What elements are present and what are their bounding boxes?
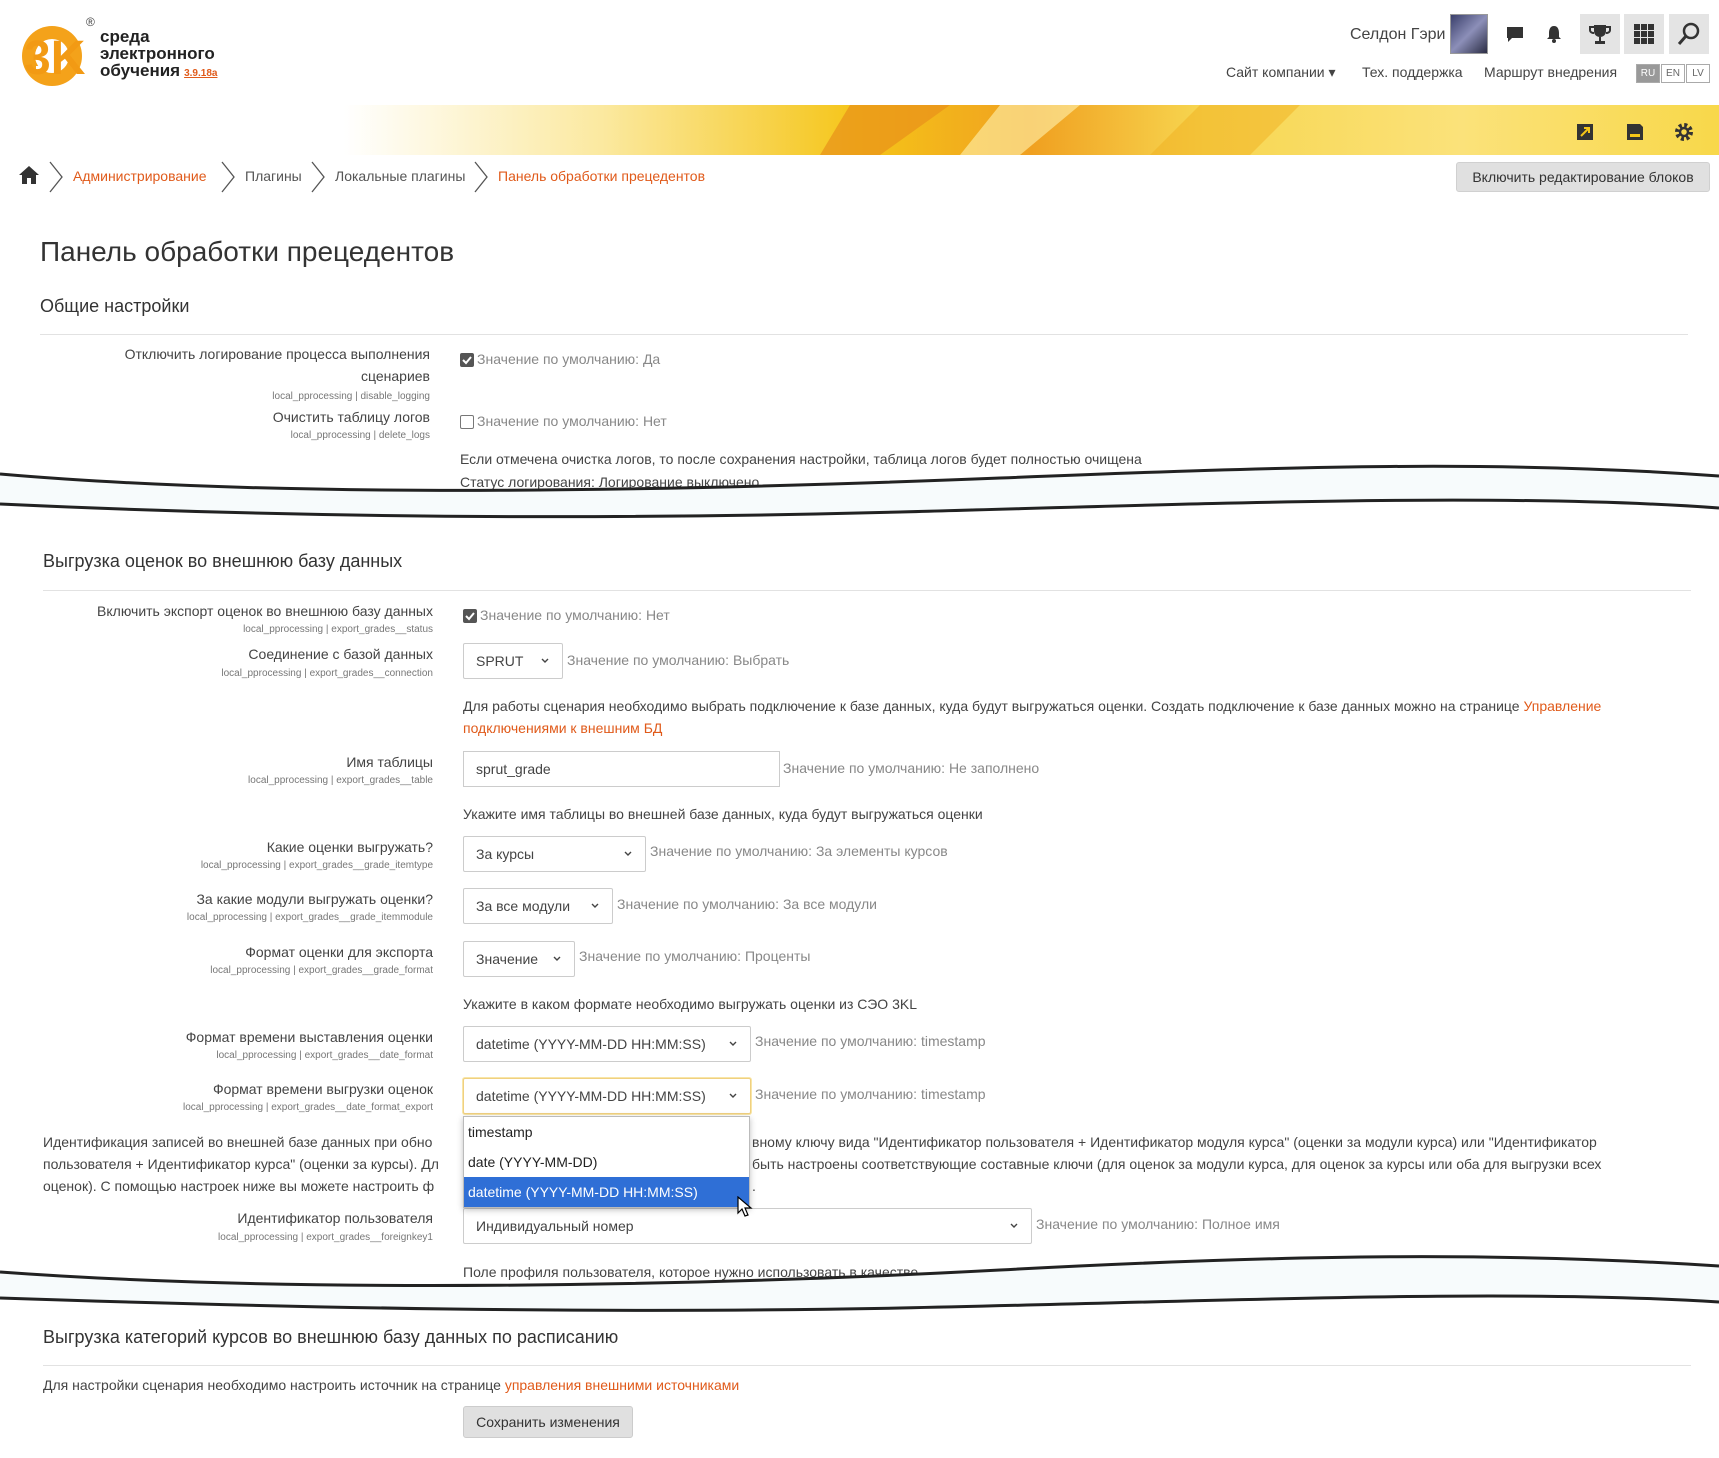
bell-icon[interactable] <box>1534 14 1574 54</box>
breadcrumb-current[interactable]: Панель обработки прецедентов <box>498 168 706 184</box>
foreignkey1-select[interactable]: Индивидуальный номер <box>463 1208 1032 1244</box>
date-format-select[interactable]: datetime (YYYY-MM-DD HH:MM:SS) <box>463 1026 751 1062</box>
external-sources-link[interactable]: управления внешними источниками <box>504 1377 740 1393</box>
export-status-label: Включить экспорт оценок во внешнюю базу данных <box>97 603 433 619</box>
breadcrumb-plugins[interactable]: Плагины <box>245 168 302 184</box>
section-divider <box>43 1365 1691 1366</box>
connection-description: Для работы сценария необходимо выбрать подключение к базе данных, куда будут выгружаться оценки. Создать подключение к базе данных можно на странице Управление подключениями к внешним БД <box>463 698 1602 736</box>
logo-line-1: среда <box>100 27 150 46</box>
export-status-default: Значение по умолчанию: Нет <box>480 607 670 623</box>
identification-desc-line-3b: . <box>752 1178 756 1194</box>
delete-logs-description: Если отмечена очистка логов, то после сохранения настройки, таблица логов будет полностью очищена <box>460 451 1142 467</box>
table-default: Значение по умолчанию: Не заполнено <box>783 760 1040 776</box>
gear-icon[interactable] <box>1672 120 1696 144</box>
foreignkey1-default: Значение по умолчанию: Полное имя <box>1036 1216 1280 1232</box>
breadcrumb-separator <box>472 160 490 194</box>
date-format-default: Значение по умолчанию: timestamp <box>755 1033 986 1049</box>
section-divider <box>40 334 1688 335</box>
disable-logging-default: Значение по умолчанию: Да <box>477 351 661 367</box>
chat-icon[interactable] <box>1495 14 1535 54</box>
save-changes-button[interactable]: Сохранить изменения <box>463 1406 633 1438</box>
connections-link[interactable]: Управление подключениями к внешним БД <box>463 698 1602 736</box>
date-format-export-key: local_pprocessing | export_grades__date_format_export <box>183 1102 433 1113</box>
grade-format-label: Формат оценки для экспорта <box>245 944 433 960</box>
lang-ru[interactable]: RU <box>1636 64 1660 83</box>
logo-mark-text: 3K <box>24 32 86 85</box>
identification-desc-line-1a: Идентификация записей во внешней базе данных при обно <box>43 1134 433 1150</box>
itemmodule-default: Значение по умолчанию: За все модули <box>617 896 877 912</box>
disable-logging-label: Отключить логирование процесса выполнения сценариев <box>124 346 430 384</box>
checkmark-icon <box>465 611 475 621</box>
route-link[interactable]: Маршрут внедрения <box>1484 64 1618 80</box>
torn-edge-divider <box>0 460 1719 530</box>
breadcrumb-separator <box>309 160 327 194</box>
lang-lv[interactable]: LV <box>1686 64 1710 83</box>
delete-logs-default: Значение по умолчанию: Нет <box>477 413 667 429</box>
chevron-down-icon <box>1009 1221 1019 1231</box>
support-link[interactable]: Тех. поддержка <box>1362 64 1463 80</box>
user-name[interactable]: Селдон Гэри <box>1350 26 1446 43</box>
grade-format-select[interactable]: Значение <box>463 941 575 977</box>
apps-grid-icon[interactable] <box>1624 14 1664 54</box>
checkmark-icon <box>462 355 472 365</box>
chevron-down-icon <box>623 849 633 859</box>
export-status-key: local_pprocessing | export_grades__status <box>243 624 433 635</box>
identification-desc-line-2b: быть настроены соответствующие составные ключи (для оценок за модули курса, для оценок за курсы или оба для выгрузки всех <box>752 1156 1602 1172</box>
disable-logging-key: local_pprocessing | disable_logging <box>272 391 430 402</box>
delete-logs-label: Очистить таблицу логов <box>272 409 430 425</box>
table-name-input[interactable]: sprut_grade <box>463 751 780 787</box>
logo-mark[interactable] <box>18 12 96 92</box>
connection-label: Соединение с базой данных <box>248 646 433 662</box>
categories-description: Для настройки сценария необходимо настроить источник на странице управления внешними источниками <box>43 1377 740 1393</box>
svg-text:®: ® <box>86 15 95 29</box>
dropdown-option[interactable]: date (YYYY-MM-DD) <box>468 1154 598 1170</box>
dropdown-option[interactable]: timestamp <box>468 1124 533 1140</box>
page-title: Панель обработки прецедентов <box>40 236 455 267</box>
itemmodule-select[interactable]: За все модули <box>463 888 613 924</box>
date-format-export-default: Значение по умолчанию: timestamp <box>755 1086 986 1102</box>
delete-logs-key: local_pprocessing | delete_logs <box>290 430 430 441</box>
itemmodule-key: local_pprocessing | export_grades__grade_itemmodule <box>186 912 433 923</box>
itemtype-select[interactable]: За курсы <box>463 836 646 872</box>
connection-key: local_pprocessing | export_grades__connection <box>221 668 433 679</box>
dropdown-option-selected[interactable]: datetime (YYYY-MM-DD HH:MM:SS) <box>464 1177 749 1207</box>
logo-version[interactable]: 3.9.18a <box>184 68 218 79</box>
export-status-checkbox[interactable] <box>463 609 477 623</box>
grade-format-default: Значение по умолчанию: Проценты <box>579 948 811 964</box>
breadcrumb-separator <box>47 160 65 194</box>
lang-en[interactable]: EN <box>1661 64 1685 83</box>
section-title-export: Выгрузка оценок во внешнюю базу данных <box>43 551 403 571</box>
date-format-export-select[interactable]: datetime (YYYY-MM-DD HH:MM:SS) <box>463 1078 751 1114</box>
identification-desc-line-2a: пользователя + Идентификатор курса" (оценки за курсы). Дл <box>43 1156 439 1172</box>
foreignkey1-label: Идентификатор пользователя <box>237 1210 433 1226</box>
table-label: Имя таблицы <box>346 754 433 770</box>
connection-select[interactable]: SPRUT <box>463 643 563 679</box>
date-format-export-dropdown[interactable] <box>463 1116 750 1208</box>
edit-blocks-button[interactable]: Включить редактирование блоков <box>1456 162 1710 192</box>
connection-default: Значение по умолчанию: Выбрать <box>567 652 790 668</box>
breadcrumb-local-plugins[interactable]: Локальные плагины <box>335 168 466 184</box>
header-banner <box>0 105 1719 155</box>
save-page-icon[interactable] <box>1623 120 1647 144</box>
section-title-categories: Выгрузка категорий курсов во внешнюю базу данных по расписанию <box>43 1327 619 1347</box>
itemtype-key: local_pprocessing | export_grades__grade_itemtype <box>200 860 433 871</box>
itemtype-default: Значение по умолчанию: За элементы курсов <box>650 843 948 859</box>
disable-logging-checkbox[interactable] <box>460 353 474 367</box>
date-format-export-label: Формат времени выгрузки оценок <box>212 1081 433 1097</box>
company-site-menu[interactable]: Сайт компании ▾ <box>1226 64 1336 80</box>
chevron-down-icon <box>728 1039 738 1049</box>
breadcrumb-admin[interactable]: Администрирование <box>73 168 207 184</box>
grade-format-key: local_pprocessing | export_grades__grade_format <box>210 965 433 976</box>
search-icon[interactable] <box>1669 14 1709 54</box>
table-description: Укажите имя таблицы во внешней базе данных, куда будут выгружаться оценки <box>463 806 983 822</box>
avatar[interactable] <box>1450 14 1488 54</box>
table-key: local_pprocessing | export_grades__table <box>248 775 433 786</box>
trophy-icon[interactable] <box>1580 14 1620 54</box>
foreignkey1-key: local_pprocessing | export_grades__foreignkey1 <box>218 1232 433 1243</box>
mouse-cursor-icon <box>737 1196 753 1218</box>
torn-edge-divider <box>0 1252 1719 1322</box>
identification-desc-line-3a: оценок). С помощью настроек ниже вы можете настроить ф <box>43 1178 435 1194</box>
chevron-down-icon <box>540 656 550 666</box>
chevron-down-icon <box>590 901 600 911</box>
breadcrumb-separator <box>219 160 237 194</box>
caret-down-icon: ▾ <box>1328 64 1336 80</box>
delete-logs-checkbox[interactable] <box>460 415 474 429</box>
logo-text <box>100 28 217 82</box>
date-format-key: local_pprocessing | export_grades__date_format <box>216 1050 433 1061</box>
itemmodule-label: За какие модули выгружать оценки? <box>196 891 433 907</box>
itemtype-label: Какие оценки выгружать? <box>266 839 433 855</box>
send-icon[interactable] <box>1573 120 1597 144</box>
section-title-general: Общие настройки <box>40 296 190 316</box>
logo-line-3: обучения 3.9.18a <box>100 61 218 80</box>
home-icon[interactable] <box>18 165 40 190</box>
grade-format-description: Укажите в каком формате необходимо выгружать оценки из СЭО 3KL <box>463 996 917 1012</box>
logo-line-2: электронного <box>100 44 215 63</box>
logging-status: Статус логирования: Логирование выключено <box>460 474 760 490</box>
date-format-label: Формат времени выставления оценки <box>185 1029 433 1045</box>
foreignkey1-description: Поле профиля пользователя, которое нужно использовать в качестве <box>463 1264 919 1280</box>
section-divider <box>43 590 1691 591</box>
chevron-down-icon <box>728 1091 738 1101</box>
identification-desc-line-1b: вному ключу вида "Идентификатор пользователя + Идентификатор модуля курса" (оценки за модули курса) или "Идентификатор <box>752 1134 1597 1150</box>
chevron-down-icon <box>552 954 562 964</box>
